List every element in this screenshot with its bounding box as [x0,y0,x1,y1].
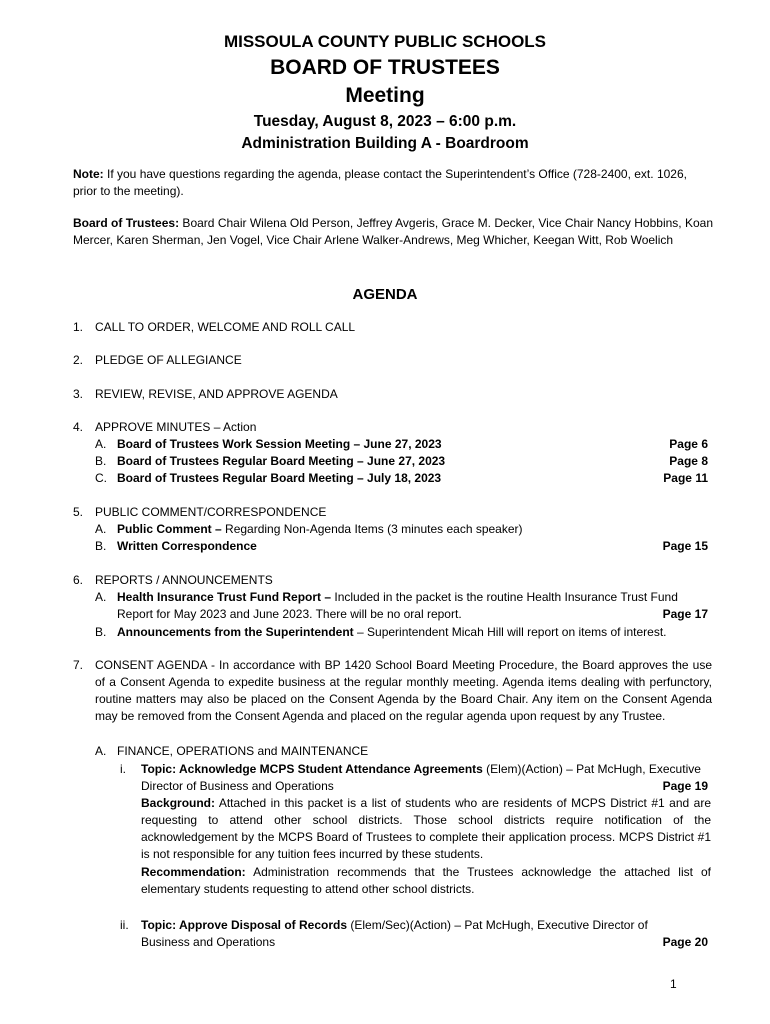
consent-item-a [95,743,710,760]
agenda-item-approve-minutes: APPROVE MINUTES – Action [95,420,257,434]
agenda-item-consent: CONSENT AGENDA - In accordance with BP 1420 School Board Meeting Procedure, the Board approves the use of a Consent Agenda to expedite business at the regular monthly meeting. Agenda items dealing with perfunctory, routine matters may also be placed on the Consent Agenda by the Board Chair. Any item on the Consent Agenda may be removed from the Consent Agenda and placed on the regular agenda upon request by any Trustee. [95,658,712,723]
agenda-item-pledge: PLEDGE OF ALLEGIANCE [95,353,242,367]
sub-letter: C. [95,471,107,485]
trustees-text: Board Chair Wilena Old Person, Jeffrey Avgeris, Grace M. Decker, Vice Chair Nancy Hobbins, Koan Mercer, Karen Sherman, Jen Vogel, Vice Chair Arlene Walker-Andrews, Meg Whicher, Keegan Witt, Rob Woelich [73,216,713,247]
roman-numeral: ii. [120,918,129,932]
item-number: 6. [73,573,84,587]
note-label: Note: [73,167,104,181]
item-number: 5. [73,505,84,519]
agenda-item-public-comment: PUBLIC COMMENT/CORRESPONDENCE [95,505,327,519]
sub-text: Included in the packet is the routine Health Insurance Trust Fund [331,590,678,604]
background-text: Attached in this packet is a list of students who are residents of MCPS District #1 and are requesting to attend other school districts. Those school districts require notification of the acknowledgement by the MCPS Board of Trustees to complete their application process. MCPS District #1 is not responsible for any tuition fees incurred by these students. [141,796,711,861]
recommendation-text: Administration recommends that the Trustees acknowledge the attached list of elementary students requesting to attend other school districts. [141,865,711,896]
public-comment-item-b [95,538,710,555]
reports-item-a-cont: Report for May 2023 and June 2023. There will be no oral report. [117,607,462,621]
meeting-title: Meeting [345,84,425,107]
agenda-item-call-to-order: CALL TO ORDER, WELCOME AND ROLL CALL [95,320,356,334]
page-reference: Page 15 [662,539,708,553]
recommendation-label: Recommendation: [141,865,246,879]
sub-letter: B. [95,454,107,468]
page-number: 1 [670,977,677,991]
roman-numeral: i. [120,762,126,776]
organization-title: MISSOULA COUNTY PUBLIC SCHOOLS [223,32,547,51]
page-reference: Page 19 [662,779,708,793]
agenda-item-reports: REPORTS / ANNOUNCEMENTS [95,573,273,587]
trustees-paragraph [73,215,713,249]
topic-ii-line2: Business and Operations [141,935,276,949]
item-number: 2. [73,353,84,367]
sub-letter: A. [95,590,107,604]
agenda-item-approve-agenda: REVIEW, REVISE, AND APPROVE AGENDA [95,387,338,401]
note-text: If you have questions regarding the agenda, please contact the Superintendent’s Office (728-2400, ext. 1026, prior to the meeting). [73,167,687,198]
sub-bold: Written Correspondence [117,539,257,553]
page-reference: Page 11 [663,471,708,485]
board-title: BOARD OF TRUSTEES [270,56,500,79]
note-paragraph [73,166,713,200]
sub-text: Board of Trustees Regular Board Meeting – June 27, 2023 [117,454,446,468]
sub-text: – Superintendent Micah Hill will report on items of interest. [353,625,667,639]
minutes-item-a [95,436,710,453]
sub-text: Board of Trustees Work Session Meeting – June 27, 2023 [117,437,442,451]
minutes-item-b [95,453,710,470]
item-number: 3. [73,387,84,401]
topic-bold: Topic: Approve Disposal of Records [141,918,348,932]
background-label: Background: [141,796,216,810]
topic-i-recommendation [141,864,711,898]
meeting-date: Tuesday, August 8, 2023 – 6:00 p.m. [253,113,517,130]
page-reference: Page 8 [669,454,708,468]
sub-letter: A. [95,522,107,536]
topic-rest: (Elem/Sec)(Action) – Pat McHugh, Executive Director of [347,918,648,932]
public-comment-item-a [95,521,710,538]
sub-text: Regarding Non-Agenda Items (3 minutes each speaker) [221,522,523,536]
page-reference: Page 17 [662,607,708,621]
trustees-label: Board of Trustees: [73,216,180,230]
reports-item-b [95,624,710,641]
sub-text: Board of Trustees Regular Board Meeting – July 18, 2023 [117,471,442,485]
minutes-item-c [95,470,710,487]
page-reference: Page 6 [669,437,708,451]
topic-ii-line1 [141,917,711,934]
sub-letter: B. [95,625,107,639]
item-number: 7. [73,658,84,672]
topic-i-line1 [141,761,711,778]
meeting-location: Administration Building A - Boardroom [241,135,529,152]
sub-letter: A. [95,744,107,758]
sub-letter: A. [95,437,107,451]
sub-bold: Health Insurance Trust Fund Report – [117,590,332,604]
page-reference: Page 20 [662,935,708,949]
topic-rest: (Elem)(Action) – Pat McHugh, Executive [482,762,701,776]
topic-i-line2: Director of Business and Operations [141,779,334,793]
agenda-heading: AGENDA [352,286,418,303]
reports-item-a [95,589,710,606]
sub-text: FINANCE, OPERATIONS and MAINTENANCE [117,744,369,758]
item-number: 1. [73,320,84,334]
topic-bold: Topic: Acknowledge MCPS Student Attendance Agreements [141,762,483,776]
sub-bold: Public Comment – [117,522,222,536]
topic-i-background [141,795,711,863]
item-number: 4. [73,420,84,434]
sub-bold: Announcements from the Superintendent [117,625,354,639]
sub-letter: B. [95,539,107,553]
